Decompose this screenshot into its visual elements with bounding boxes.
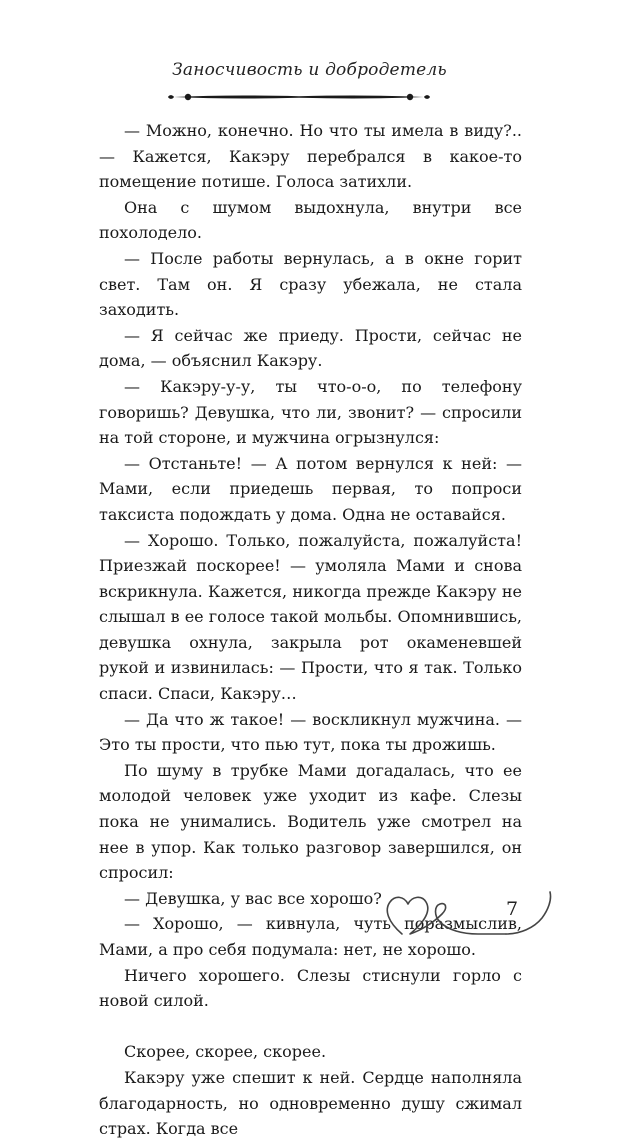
paragraph: Ничего хорошего. Слезы стиснули горло с новой силой. — [99, 965, 522, 1011]
paragraph: Она с шумом выдохнула, внутри все похолодело. — [99, 197, 522, 243]
paragraph: По шуму в трубке Мами догадалась, что ее молодой человек уже уходит из кафе. Слезы пока не унимались. Водитель уже смотрел на нее в упор. Как только разговор завершился, он спросил: — [99, 760, 522, 883]
body-text — [99, 118, 522, 1142]
paragraph: — Я сейчас же приеду. Прости, сейчас не дома, — объяснил Какэру. — [99, 325, 522, 371]
paragraph: — Какэру-у-у, ты что-о-о, по телефону говоришь? Девушка, что ли, звонит? — спросили на той стороне, и мужчина огрызнулся: — [99, 376, 522, 448]
paragraph: — После работы вернулась, а в окне горит свет. Там он. Я сразу убежала, не стала заходить. — [99, 248, 522, 320]
book-title: Заносчивость и добродетель — [172, 60, 447, 80]
running-header — [0, 60, 619, 80]
paragraph: — Хорошо. Только, пожалуйста, пожалуйста! Приезжай поскорее! — умоляла Мами и снова вскрикнула. Кажется, никогда прежде Какэру не слышал в ее голосе такой мольбы. Опомнившись, девушка охнула, закрыла рот окаменевшей рукой и извинилась: — Прости, что я так. Только спаси. Спаси, Какэру… — [99, 530, 522, 704]
page-number: 7 — [506, 898, 519, 920]
paragraph: — Да что ж такое! — воскликнул мужчина. — Это ты прости, что пью тут, пока ты дрожишь. — [99, 709, 522, 755]
paragraph: — Девушка, у вас все хорошо? — [124, 888, 382, 908]
paragraph: — Хорошо, — кивнула, чуть поразмыслив, Мами, а про себя подумала: нет, не хорошо. — [99, 914, 522, 959]
paragraph: — Отстаньте! — А потом вернулся к ней: — Мами, если приедешь первая, то попроси таксиста подождать у дома. Одна не оставайся. — [99, 453, 522, 524]
header-divider-ornament — [168, 90, 430, 104]
paragraph: Какэру уже спешит к ней. Сердце наполняла благодарность, но одновременно душу сжимал страх. Когда все — [99, 1067, 522, 1139]
paragraph: — Можно, конечно. Но что ты имела в виду?.. — Кажется, Какэру перебрался в какое-то помещение потише. Голоса затихли. — [99, 121, 522, 192]
paragraph: Скорее, скорее, скорее. — [124, 1042, 327, 1062]
heart-swirl-ornament — [382, 882, 557, 944]
